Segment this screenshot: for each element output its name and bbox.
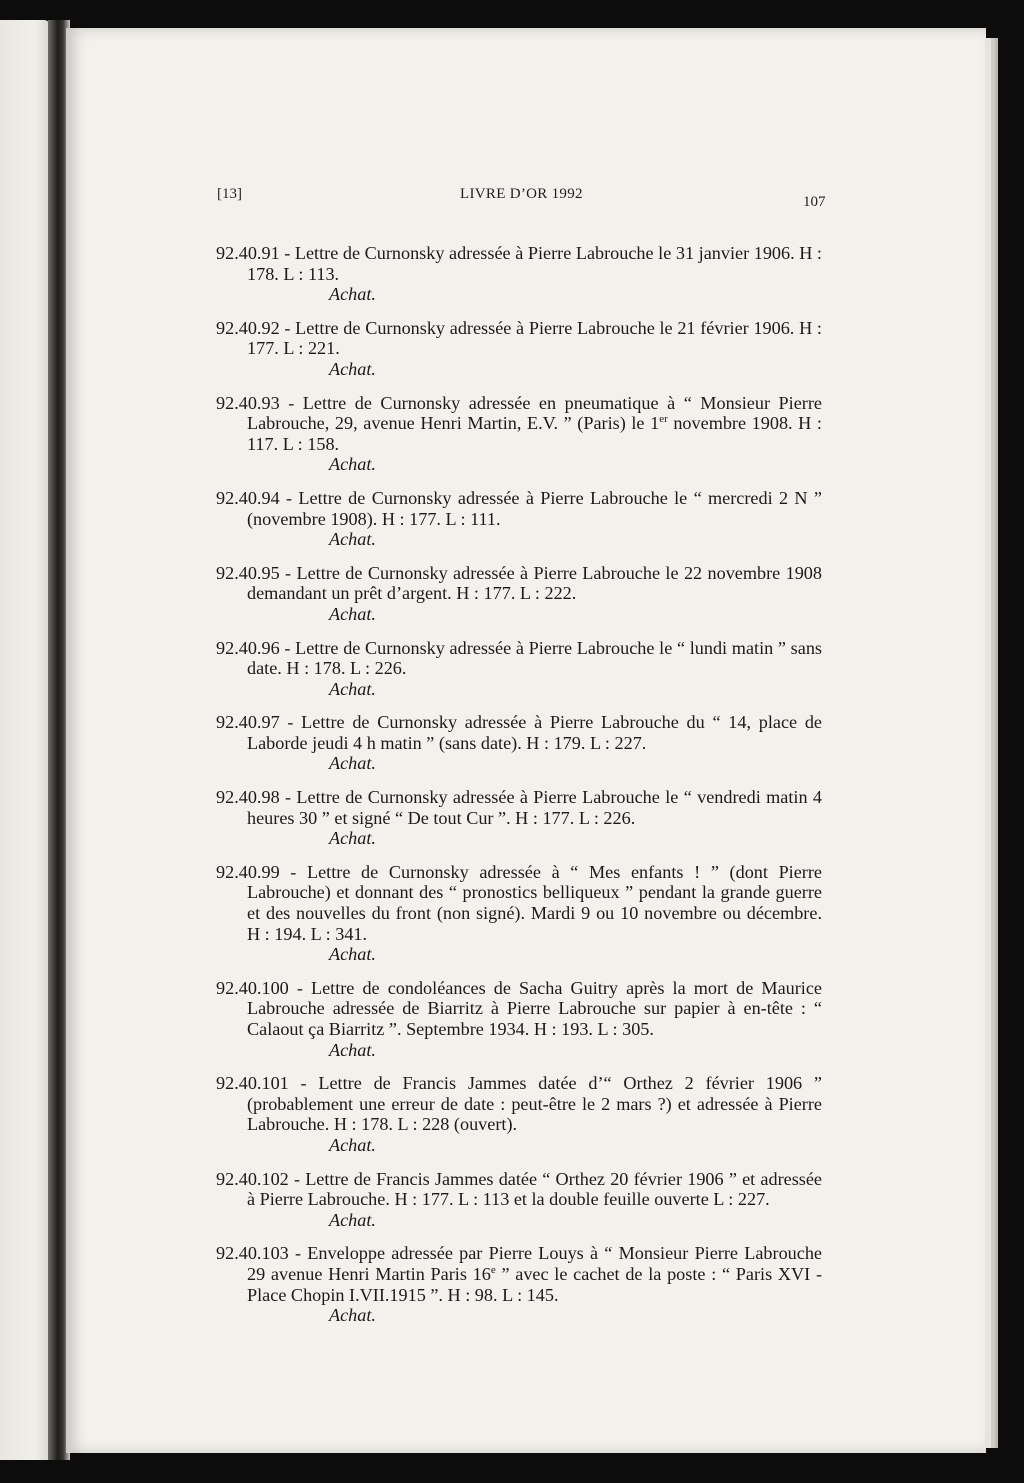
entry-note: Achat. [329, 1305, 376, 1326]
catalogue-entry [216, 392, 822, 475]
catalogue-entry [216, 787, 822, 849]
entry-text: 92.40.99 - Lettre de Curnonsky adressée à “ Mes enfants ! ” (dont Pierre Labrouche) et donnant des “ pronostics belliqueux ” pendant la grande guerre et des nouvelles du front (non signé). Mardi 9 ou 10 novembre ou décembre. H : 194. L : 341. [216, 861, 822, 944]
entry-note: Achat. [329, 828, 376, 849]
entry-note: Achat. [329, 454, 376, 475]
section-number: [13] [217, 186, 242, 202]
entry-note: Achat. [329, 1209, 376, 1230]
catalogue-entry [216, 637, 822, 700]
superscript: er [659, 413, 668, 426]
entry-note: Achat. [329, 358, 376, 379]
catalogue-entry [216, 861, 822, 965]
entry-text: 92.40.94 - Lettre de Curnonsky adressée à Pierre Labrouche le “ mercredi 2 N ” (novembre 1908). H : 177. L : 111. [216, 487, 822, 529]
entry-note: Achat. [329, 529, 376, 550]
entry-note: Achat. [329, 1134, 376, 1155]
entry-note: Achat. [329, 1039, 376, 1060]
catalogue-entry [216, 317, 822, 380]
catalogue-entry [216, 1073, 822, 1155]
entry-text: 92.40.98 - Lettre de Curnonsky adressée à Pierre Labrouche le “ vendredi matin 4 heures 30 ” et signé “ De tout Cur ”. H : 177. L : 226. [216, 787, 822, 828]
entry-text-continued: novembre 1908. H : 117. L : 158. [247, 413, 822, 454]
catalogue-entry [216, 243, 822, 305]
catalogue-entry [216, 1168, 822, 1231]
entry-text: 92.40.97 - Lettre de Curnonsky adressée à Pierre Labrouche du “ 14, place de Laborde jeudi 4 h matin ” (sans date). H : 179. L : 227. [216, 712, 822, 753]
running-title: LIVRE D’OR 1992 [460, 186, 583, 202]
entry-text: 92.40.91 - Lettre de Curnonsky adressée à Pierre Labrouche le 31 janvier 1906. H : 178. L : 113. [216, 243, 822, 284]
entry-text: 92.40.100 - Lettre de condoléances de Sacha Guitry après la mort de Maurice Labrouche adressée de Biarritz à Pierre Labrouche sur papier à en-tête : “ Calaout ça Biarritz ”. Septembre 1934. H : 193. L : 305. [216, 977, 822, 1039]
entry-text: 92.40.101 - Lettre de Francis Jammes datée d’“ Orthez 2 février 1906 ” (probablement une erreur de date : peut-être le 2 mars ?) et adressée à Pierre Labrouche. H : 178. L : 228 (ouvert). [216, 1073, 822, 1135]
entry-note: Achat. [329, 284, 376, 305]
entry-text: 92.40.93 - Lettre de Curnonsky adressée en pneumatique à “ Monsieur Pierre Labrouche, 29, avenue Henri Martin, E.V. ” (Paris) le 1 [216, 392, 822, 434]
entry-text: 92.40.96 - Lettre de Curnonsky adressée à Pierre Labrouche le “ lundi matin ” sans date. H : 178. L : 226. [216, 637, 822, 679]
entry-note: Achat. [329, 603, 376, 624]
entry-note: Achat. [329, 753, 376, 774]
entry-text: 92.40.102 - Lettre de Francis Jammes datée “ Orthez 20 février 1906 ” et adressée à Pierre Labrouche. H : 177. L : 113 et la double feuille ouverte L : 227. [216, 1168, 822, 1210]
entry-note: Achat. [329, 678, 376, 699]
entry-text: 92.40.92 - Lettre de Curnonsky adressée à Pierre Labrouche le 21 février 1906. H : 177. L : 221. [216, 317, 822, 359]
catalogue-entry [216, 977, 822, 1060]
catalogue-entry [216, 562, 822, 625]
catalogue-entry [216, 487, 822, 550]
entry-text: 92.40.95 - Lettre de Curnonsky adressée à Pierre Labrouche le 22 novembre 1908 demandant un prêt d’argent. H : 177. L : 222. [216, 562, 822, 604]
catalogue-entry [216, 712, 822, 774]
page-number: 107 [803, 194, 826, 210]
entry-text: 92.40.103 - Enveloppe adressée par Pierre Louys à “ Monsieur Pierre Labrouche 29 avenue Henri Martin Paris 16 [216, 1243, 822, 1284]
catalogue-entries [0, 243, 1024, 1339]
catalogue-entry [216, 1243, 822, 1326]
superscript: e [490, 1263, 496, 1276]
entry-note: Achat. [329, 944, 376, 965]
entry-text-continued: ” avec le cachet de la poste : “ Paris XVI - Place Chopin I.VII.1915 ”. H : 98. L : 145. [247, 1263, 822, 1305]
